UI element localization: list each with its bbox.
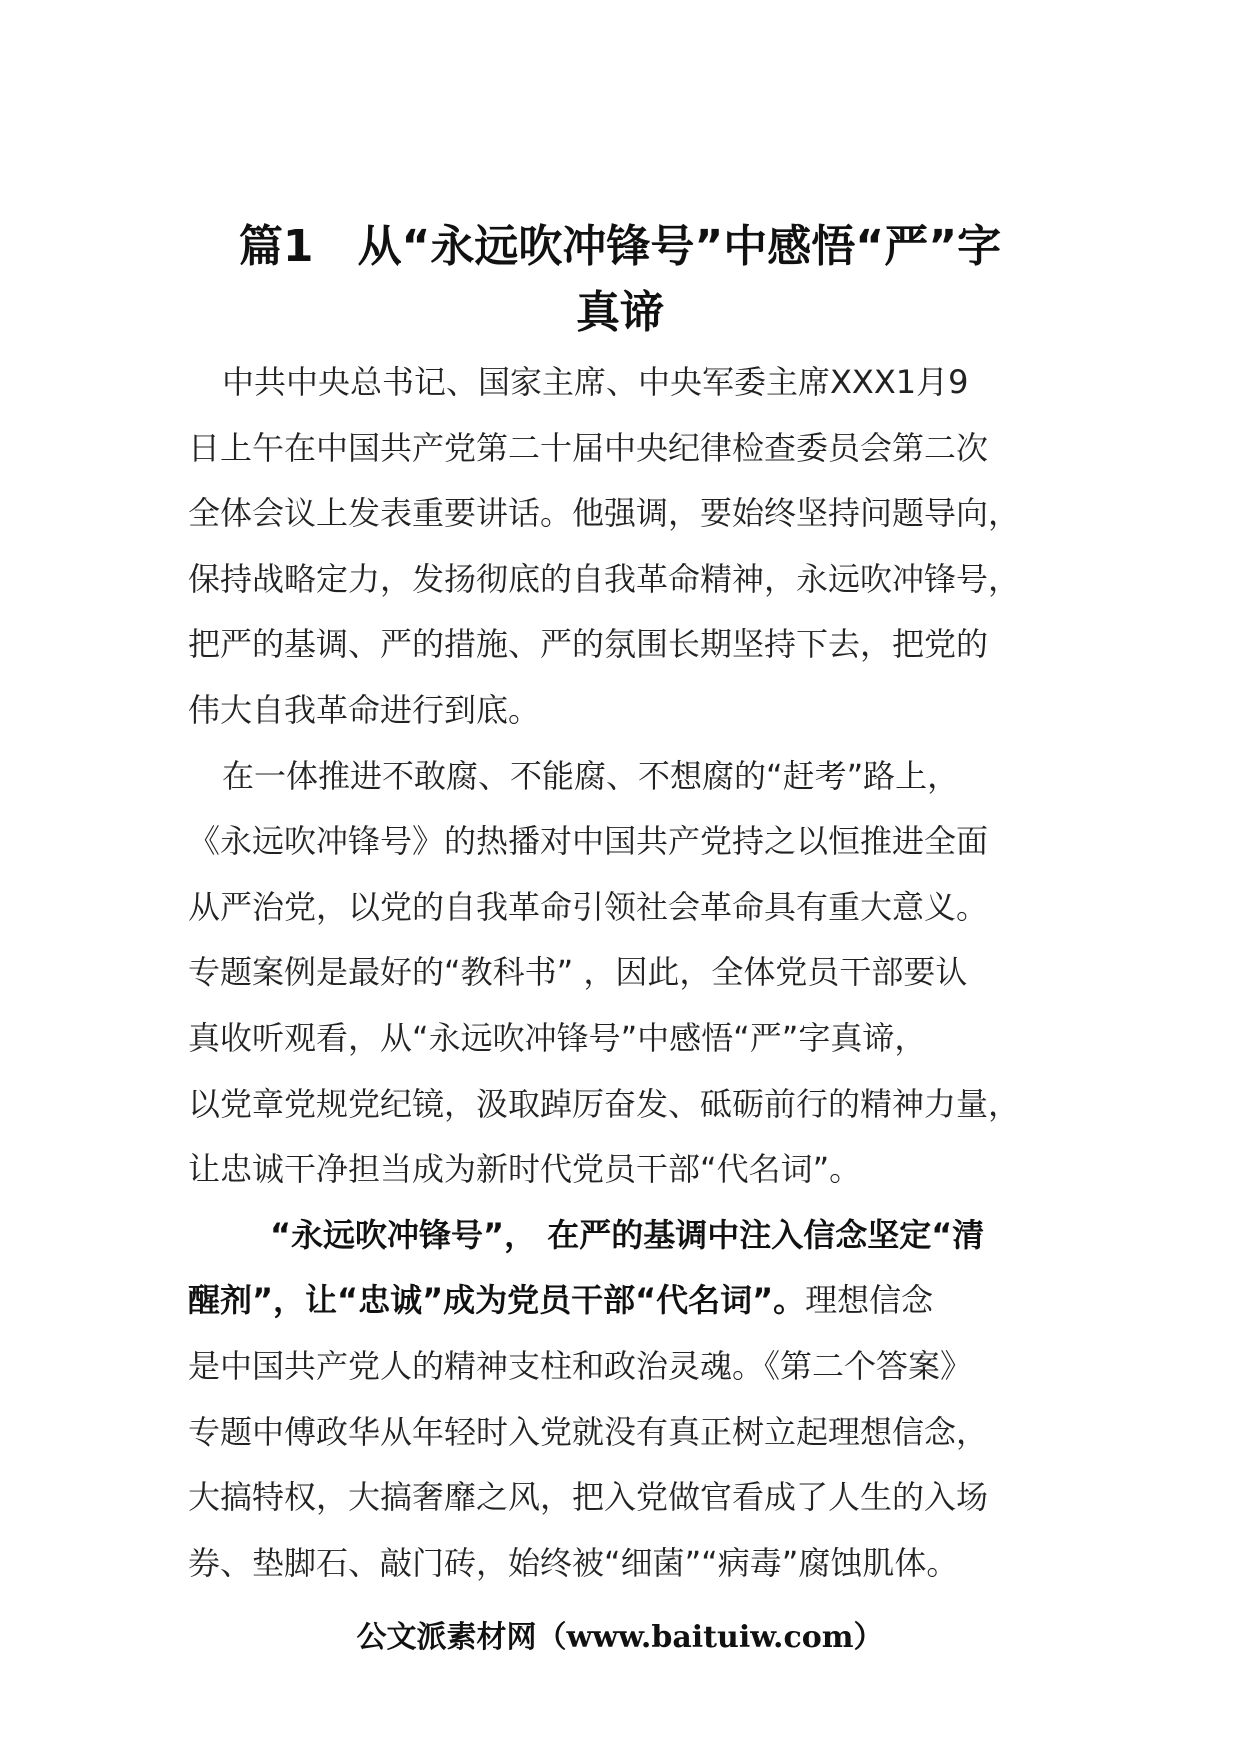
paragraph-line: 全体会议上发表重要讲话。他强调，要始终坚持问题导向， — [188, 494, 1021, 533]
paragraph-line: 伟大自我革命进行到底。 — [188, 690, 541, 729]
paragraph-2 — [188, 744, 1058, 1203]
paragraph-line: 在一体推进不敢腐、不能腐、不想腐的“赶考”路上， — [222, 756, 960, 795]
title-line-2: 真谛 — [576, 287, 664, 338]
paragraph-line: 《永远吹冲锋号》的热播对中国共产党持之以恒推进全面 — [188, 822, 989, 861]
paragraph-line-mixed — [188, 1268, 1058, 1334]
paragraph-1 — [188, 350, 1058, 744]
paragraph-segment: 理想信念 — [805, 1281, 934, 1320]
paragraph-3 — [188, 1203, 1058, 1597]
paragraph-line: 券、垫脚石、敲门砖，始终被“细菌”“病毒”腐蚀肌体。 — [188, 1543, 959, 1582]
footer-source: 公文派素材网（www.baituiw.com） — [356, 1620, 884, 1655]
paragraph-line: 保持战略定力，发扬彻底的自我革命精神，永远吹冲锋号， — [188, 559, 1021, 598]
paragraph-line: 以党章党规党纪镜，汲取踔厉奋发、砥砺前行的精神力量， — [188, 1084, 1021, 1123]
paragraph-line: 中共中央总书记、国家主席、中央军委主席XXX1月9 — [222, 363, 969, 401]
bold-heading-segment: 醒剂”，让“忠诚”成为党员干部“代名词”。 — [188, 1281, 806, 1320]
title-line-1: 篇1 从“永远吹冲锋号”中感悟“严”字 — [238, 221, 1002, 272]
paragraph-line: 专题案例是最好的“教科书” ，因此，全体党员干部要认 — [188, 953, 968, 992]
paragraph-line: 真收听观看，从“永远吹冲锋号”中感悟“严”字真谛， — [188, 1018, 927, 1057]
bold-heading-line: “永远吹冲锋号”， 在严的基调中注入信念坚定“清 — [270, 1215, 985, 1254]
paragraph-line: 专题中傅政华从年轻时入党就没有真正树立起理想信念， — [188, 1412, 989, 1451]
paragraph-line: 日上午在中国共产党第二十届中央纪律检查委员会第二次 — [188, 428, 989, 467]
paragraph-line: 大搞特权，大搞奢靡之风，把入党做官看成了人生的入场 — [188, 1478, 989, 1517]
document-title — [170, 214, 1070, 346]
document-body — [188, 350, 1058, 1596]
paragraph-line: 把严的基调、严的措施、严的氛围长期坚持下去，把党的 — [188, 625, 989, 664]
paragraph-line: 让忠诚干净担当成为新时代党员干部“代名词”。 — [188, 1150, 862, 1189]
paragraph-line: 是中国共产党人的精神支柱和政治灵魂。《第二个答案》 — [188, 1346, 973, 1385]
paragraph-line: 从严治党，以党的自我革命引领社会革命具有重大意义。 — [188, 887, 989, 926]
